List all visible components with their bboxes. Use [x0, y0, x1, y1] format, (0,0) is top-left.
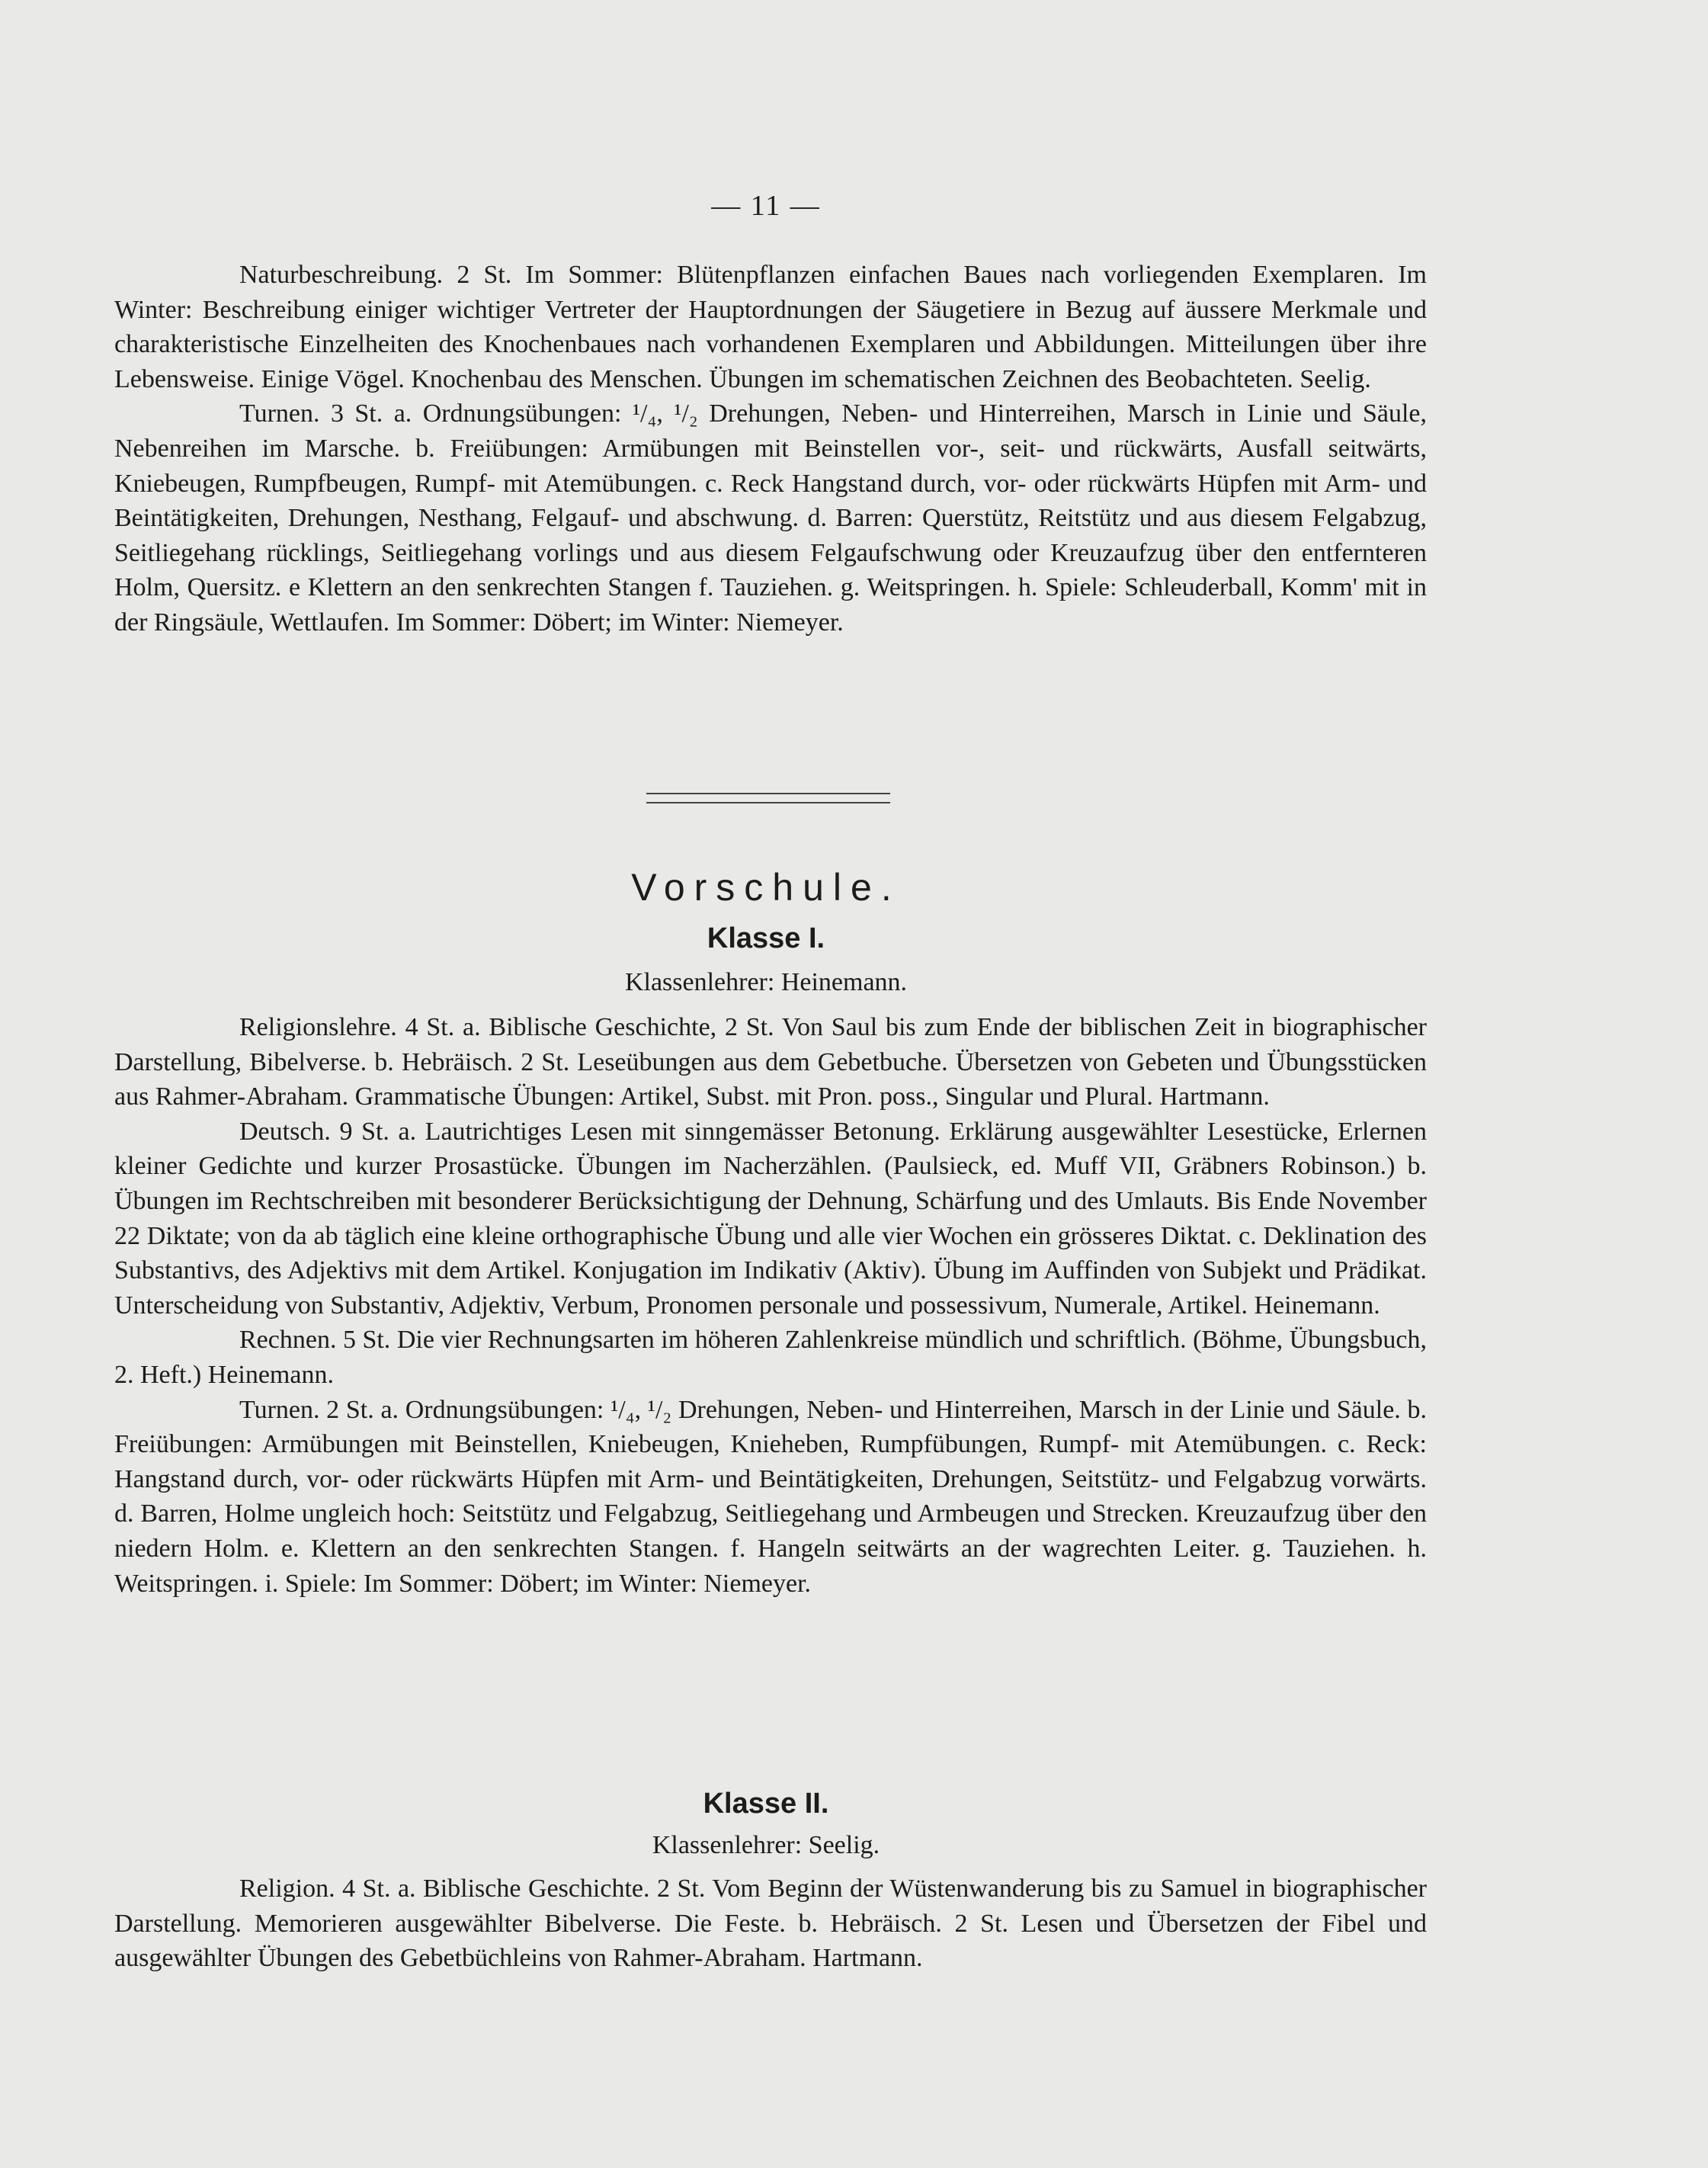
paragraph-naturbeschreibung: Naturbeschreibung. 2 St. Im Sommer: Blütenpflanzen einfachen Baues nach vorliegenden Exemplaren. Im Winter: Beschreibung einiger wichtiger Vertreter der Hauptordnungen der Säugetiere in Bezug auf äussere Merkmale und charakteristische Einzelheiten des Knochenbaues nach vorhandenen Exemplaren und Abbildungen. Mitteilungen über ihre Lebensweise. Einige Vögel. Knochenbau des Menschen. Übungen im schematischen Zeichnen des Beobachteten. Seelig. — [114, 261, 1427, 393]
paragraph-religionslehre: Religionslehre. 4 St. a. Biblische Geschichte, 2 St. Von Saul bis zum Ende der biblischen Zeit in biographischer Darstellung, Bibelverse. b. Hebräisch. 2 St. Leseübungen aus dem Gebetbuche. Übersetzen von Gebeten und Übungsstücken aus Rahmer-Abraham. Grammatische Übungen: Artikel, Subst. mit Pron. poss., Singular und Plural. Hartmann. — [114, 1013, 1427, 1111]
paragraph-turnen-klasse-1: Turnen. 2 St. a. Ordnungsübungen: ¹/₄, ¹/₂ Drehungen, Neben- und Hinterreihen, Marsch in der Linie und Säule. b. Freiübungen: Armübungen mit Beinstellen, Kniebeugen, Knieheben, Rumpfübungen, Rumpf- mit Atemübungen. c. Reck: Hangstand durch, vor- oder rückwärts Hüpfen mit Arm- und Beintätigkeiten, Drehungen, Seitstütz- und Felgabzug vorwärts. d. Barren, Holme ungleich hoch: Seitstütz und Felgabzug, Seitliegehang und Armbeugen und Strecken. Kreuzaufzug über den niedern Holm. e. Klettern an den senkrechten Stangen. f. Hangeln seitwärts an der wagrechten Leiter. g. Tauziehen. h. Weitspringen. i. Spiele: Im Sommer: Döbert; im Winter: Niemeyer. — [114, 1395, 1427, 1598]
section-title: Vorschule. — [631, 866, 901, 909]
klasse-2-heading: Klasse II. — [703, 1788, 829, 1820]
section-divider — [646, 793, 890, 803]
paragraph-rechnen: Rechnen. 5 St. Die vier Rechnungsarten im höheren Zahlenkreise mündlich und schriftlich. (Böhme, Übungsbuch, 2. Heft.) Heinemann. — [114, 1326, 1427, 1389]
klasse-1-section — [114, 1010, 1427, 1601]
klasse-2-teacher: Klassenlehrer: Seelig. — [652, 1831, 880, 1859]
top-section — [114, 258, 1427, 640]
paragraph-deutsch: Deutsch. 9 St. a. Lautrichtiges Lesen mit sinngemässer Betonung. Erklärung ausgewählter Lesestücke, Erlernen kleiner Gedichte und kurzer Prosastücke. Übungen im Nacherzählen. (Paulsieck, ed. Muff VII, Gräbners Robinson.) b. Übungen im Rechtschreiben mit besonderer Berücksichtigung der Dehnung, Schärfung und des Umlauts. Bis Ende November 22 Diktate; von da ab täglich eine kleine orthographische Übung und alle vier Wochen ein grösseres Diktat. c. Deklination des Substantivs, des Adjektivs mit dem Artikel. Konjugation im Indikativ (Aktiv). Übung im Auffinden von Subjekt und Prädikat. Unterscheidung von Substantiv, Adjektiv, Verbum, Pronomen personale und possessivum, Numerale, Artikel. Heinemann. — [114, 1117, 1427, 1320]
klasse-2-section — [114, 1871, 1427, 1976]
paragraph-religion-klasse-2: Religion. 4 St. a. Biblische Geschichte. 2 St. Vom Beginn der Wüstenwanderung bis zu Samuel in biographischer Darstellung. Memorieren ausgewählter Bibelverse. Die Feste. b. Hebräisch. 2 St. Lesen und Übersetzen der Fibel und ausgewählter Übungen des Gebetbüchleins von Rahmer-Abraham. Hartmann. — [114, 1875, 1427, 1973]
klasse-1-teacher: Klassenlehrer: Heinemann. — [624, 968, 908, 996]
klasse-1-heading: Klasse I. — [707, 922, 825, 954]
paragraph-turnen: Turnen. 3 St. a. Ordnungsübungen: ¹/₄, ¹/₂ Drehungen, Neben- und Hinterreihen, Marsch in Linie und Säule, Nebenreihen im Marsche. b. Freiübungen: Armübungen mit Beinstellen vor-, seit- und rückwärts, Ausfall seitwärts, Kniebeugen, Rumpfbeugen, Rumpf- mit Atemübungen. c. Reck Hangstand durch, vor- oder rückwärts Hüpfen mit Arm- und Beintätigkeiten, Drehungen, Nesthang, Felgauf- und abschwung. d. Barren: Querstütz, Reitstütz und aus diesem Felgabzug, Seitliegehang rücklings, Seitliegehang vorlings und aus diesem Felgaufschwung oder Kreuzaufzug über den entfernteren Holm, Quersitz. e Klettern an den senkrechten Stangen f. Tauziehen. g. Weitspringen. h. Spiele: Schleuderball, Komm' mit in der Ringsäule, Wettlaufen. Im Sommer: Döbert; im Winter: Niemeyer. — [114, 399, 1427, 637]
page-number: — 11 — — [711, 190, 821, 222]
